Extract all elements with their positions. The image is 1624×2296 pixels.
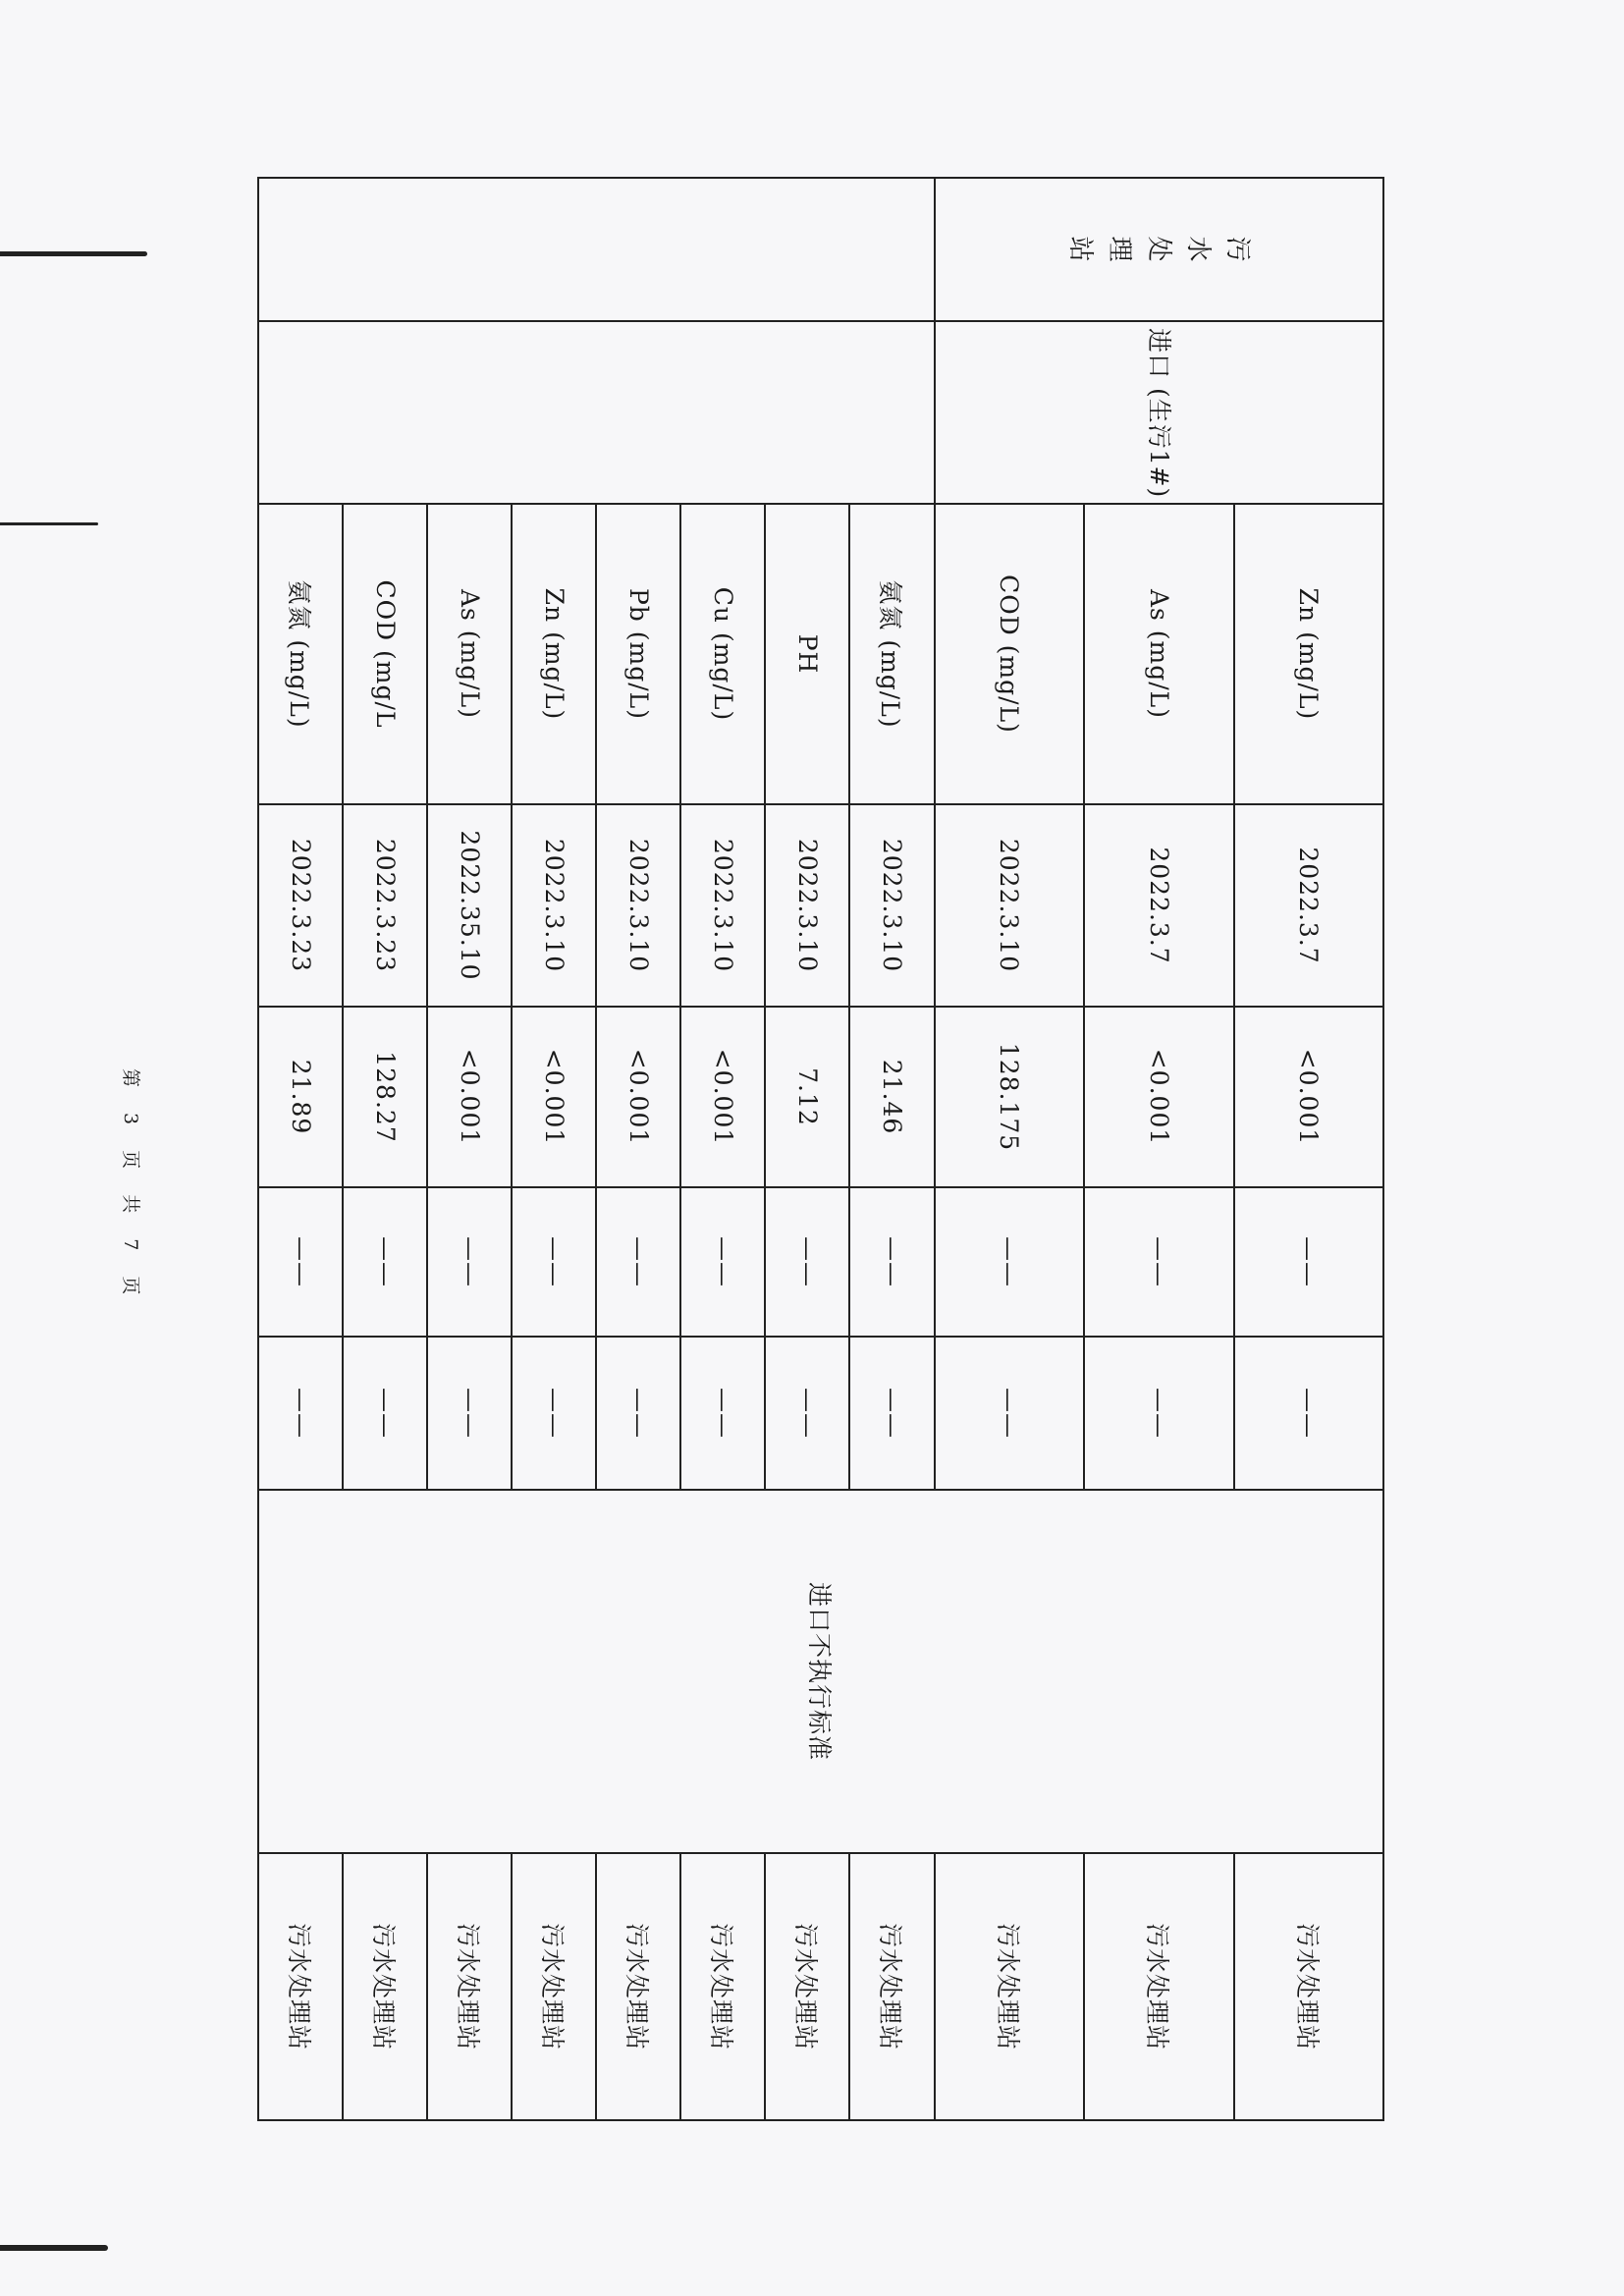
location-cell: 污水处理站 [427,1853,512,2120]
result-cell: <0.001 [1084,1007,1233,1187]
result-cell: <0.001 [512,1007,596,1187]
location-cell: 污水处理站 [343,1853,427,2120]
site-cell-blank [258,178,935,321]
limit-cell: —— [1084,1187,1233,1337]
date-cell: 2022.3.10 [935,804,1085,1007]
limit-cell: —— [596,1337,680,1490]
item-cell: As (mg/L) [427,504,512,804]
limit-cell: —— [427,1337,512,1490]
location-cell: 污水处理站 [1084,1853,1233,2120]
date-cell: 2022.3.7 [1234,804,1383,1007]
site-char: 站 [1065,236,1096,263]
scan-edge-mark [0,2245,108,2251]
limit-cell: —— [427,1187,512,1337]
item-cell: Pb (mg/L) [596,504,680,804]
limit-cell: —— [1234,1187,1383,1337]
location-cell: 污水处理站 [849,1853,934,2120]
site-char: 水 [1183,236,1214,263]
site-char: 理 [1105,236,1135,263]
page-number: 第 3 页 共 7 页 [120,1068,141,1305]
sampling-point-cell-blank [258,321,935,504]
limit-cell: —— [849,1337,934,1490]
result-cell: 128.27 [343,1007,427,1187]
limit-cell: —— [765,1187,849,1337]
date-cell: 2022.3.10 [680,804,765,1007]
date-cell: 2022.35.10 [427,804,512,1007]
item-cell: COD (mg/L [343,504,427,804]
result-cell: <0.001 [680,1007,765,1187]
site-cell [935,178,1383,321]
result-cell: <0.001 [1234,1007,1383,1187]
rotated-table-wrapper [257,177,1384,2119]
table-row [1234,178,1383,2120]
item-cell: COD (mg/L) [935,504,1085,804]
limit-cell: —— [765,1337,849,1490]
date-cell: 2022.3.10 [849,804,934,1007]
limit-cell: —— [258,1337,343,1490]
location-cell: 污水处理站 [680,1853,765,2120]
limit-cell: —— [343,1187,427,1337]
limit-cell: —— [258,1187,343,1337]
location-cell: 污水处理站 [935,1853,1085,2120]
item-cell: Zn (mg/L) [1234,504,1383,804]
limit-cell: —— [849,1187,934,1337]
scan-edge-mark [0,251,147,256]
limit-cell: —— [1084,1337,1233,1490]
location-cell: 污水处理站 [596,1853,680,2120]
item-cell: PH [765,504,849,804]
limit-cell: —— [935,1187,1085,1337]
result-cell: 128.175 [935,1007,1085,1187]
limit-cell: —— [512,1337,596,1490]
date-cell: 2022.3.23 [258,804,343,1007]
limit-cell: —— [680,1187,765,1337]
limit-cell: —— [1234,1337,1383,1490]
limit-cell: —— [680,1337,765,1490]
date-cell: 2022.3.10 [765,804,849,1007]
result-cell: <0.001 [427,1007,512,1187]
result-cell: 21.46 [849,1007,934,1187]
location-cell: 污水处理站 [512,1853,596,2120]
monitoring-table [257,177,1384,2121]
limit-cell: —— [343,1337,427,1490]
item-cell: As (mg/L) [1084,504,1233,804]
location-cell: 污水处理站 [1234,1853,1383,2120]
item-cell: 氨氮 (mg/L) [258,504,343,804]
result-cell: 21.89 [258,1007,343,1187]
result-cell: <0.001 [596,1007,680,1187]
limit-cell: —— [935,1337,1085,1490]
item-cell: Zn (mg/L) [512,504,596,804]
scan-edge-mark [0,522,98,525]
item-cell: 氨氮 (mg/L) [849,504,934,804]
sampling-point-cell: 进口 (生污1#) [935,321,1383,504]
site-char: 污 [1222,236,1253,263]
date-cell: 2022.3.10 [596,804,680,1007]
site-char: 处 [1144,236,1174,263]
limit-cell: —— [596,1187,680,1337]
date-cell: 2022.3.23 [343,804,427,1007]
location-cell: 污水处理站 [765,1853,849,2120]
result-cell: 7.12 [765,1007,849,1187]
limit-cell: —— [512,1187,596,1337]
date-cell: 2022.3.10 [512,804,596,1007]
date-cell: 2022.3.7 [1084,804,1233,1007]
location-cell: 污水处理站 [258,1853,343,2120]
item-cell: Cu (mg/L) [680,504,765,804]
standard-cell: 进口不执行标准 [258,1490,1383,1853]
